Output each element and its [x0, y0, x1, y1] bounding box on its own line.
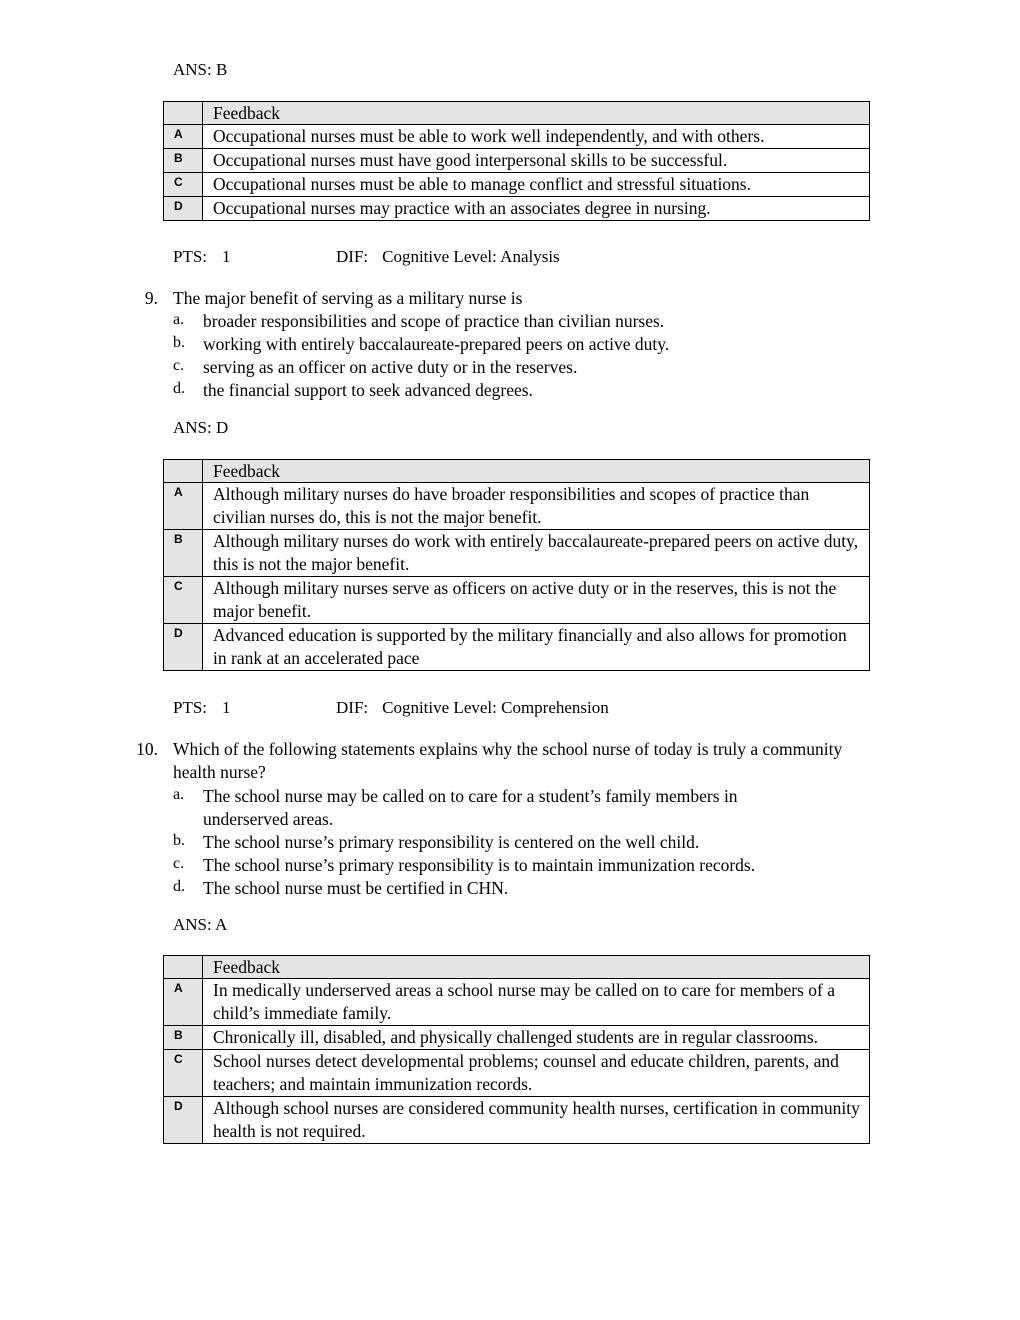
feedback-text: Occupational nurses may practice with an associates degree in nursing.: [203, 197, 870, 221]
feedback-key: A: [164, 125, 203, 149]
feedback-header-row: [164, 460, 870, 483]
feedback-header-row: [164, 102, 870, 125]
feedback-key: C: [164, 577, 203, 624]
feedback-key: D: [164, 624, 203, 671]
feedback-key: D: [164, 1097, 203, 1144]
points-label: PTS:: [173, 698, 208, 717]
feedback-text: Although military nurses serve as officers on active duty or in the reserves, this is not the major benefit.: [203, 577, 870, 624]
feedback-row: [164, 624, 870, 671]
feedback-row: [164, 979, 870, 1026]
points-value: 1: [222, 247, 231, 266]
option-letter: d.: [173, 380, 185, 397]
option-letter: d.: [173, 878, 185, 895]
feedback-text: Although military nurses do have broader responsibilities and scopes of practice than civilian nurses do, this is not the major benefit.: [203, 483, 870, 530]
feedback-table: [163, 459, 870, 671]
option-text: broader responsibilities and scope of practice than civilian nurses.: [203, 311, 665, 331]
feedback-row: [164, 483, 870, 530]
answer-line: ANS: D: [173, 418, 229, 437]
feedback-text: In medically underserved areas a school nurse may be called on to care for members of a child’s immediate family.: [203, 979, 870, 1026]
feedback-key: D: [164, 197, 203, 221]
feedback-key: C: [164, 1050, 203, 1097]
question-number: 10.: [136, 739, 158, 759]
option-text: serving as an officer on active duty or in the reserves.: [203, 357, 578, 377]
feedback-row: [164, 173, 870, 197]
feedback-text: School nurses detect developmental problems; counsel and educate children, parents, and teachers; and maintain immunization records.: [203, 1050, 870, 1097]
feedback-header: Feedback: [203, 460, 870, 483]
difficulty-label: DIF:: [336, 247, 369, 266]
feedback-row: [164, 197, 870, 221]
answer-line: ANS: A: [173, 915, 228, 934]
option-letter: c.: [173, 357, 185, 374]
option-text: The school nurse may be called on to care for a student’s family members in underserved areas.: [203, 786, 738, 829]
feedback-key-header: [164, 460, 203, 483]
question-stem: Which of the following statements explains why the school nurse of today is truly a community health nurse?: [173, 739, 843, 782]
feedback-key: A: [164, 483, 203, 530]
option-letter: b.: [173, 334, 185, 351]
option-text: the financial support to seek advanced degrees.: [203, 380, 533, 400]
answer-line: ANS: B: [173, 60, 228, 79]
feedback-text: Although military nurses do work with entirely baccalaureate-prepared peers on active duty, this is not the major benefit.: [203, 530, 870, 577]
feedback-key-header: [164, 102, 203, 125]
option-text: working with entirely baccalaureate-prepared peers on active duty.: [203, 334, 670, 354]
feedback-table: [163, 955, 870, 1144]
feedback-row: [164, 149, 870, 173]
feedback-key: A: [164, 979, 203, 1026]
feedback-row: [164, 1097, 870, 1144]
feedback-row: [164, 530, 870, 577]
option-letter: b.: [173, 832, 185, 849]
option-text: The school nurse must be certified in CHN.: [203, 878, 509, 898]
feedback-row: [164, 125, 870, 149]
points-difficulty-line: [173, 698, 609, 718]
feedback-text: Occupational nurses must be able to work well independently, and with others.: [203, 125, 870, 149]
option-text: The school nurse’s primary responsibility is to maintain immunization records.: [203, 855, 756, 875]
option-letter: c.: [173, 855, 185, 872]
points-value: 1: [222, 698, 231, 717]
points-label: PTS:: [173, 247, 208, 266]
difficulty-value: Cognitive Level: Analysis: [382, 247, 560, 266]
question-stem: The major benefit of serving as a military nurse is: [173, 288, 523, 308]
feedback-text: Although school nurses are considered community health nurses, certification in community health is not required.: [203, 1097, 870, 1144]
feedback-header: Feedback: [203, 956, 870, 979]
feedback-key: B: [164, 1026, 203, 1050]
feedback-table: [163, 101, 870, 221]
feedback-key: B: [164, 530, 203, 577]
difficulty-value: Cognitive Level: Comprehension: [382, 698, 609, 717]
option-letter: a.: [173, 311, 185, 328]
feedback-header-row: [164, 956, 870, 979]
feedback-row: [164, 1050, 870, 1097]
feedback-row: [164, 1026, 870, 1050]
option-text: The school nurse’s primary responsibility is centered on the well child.: [203, 832, 700, 852]
option-letter: a.: [173, 786, 185, 803]
feedback-key: B: [164, 149, 203, 173]
points-difficulty-line: [173, 247, 560, 267]
question-number: 9.: [144, 288, 158, 308]
difficulty-label: DIF:: [336, 698, 369, 717]
feedback-header: Feedback: [203, 102, 870, 125]
feedback-text: Occupational nurses must have good interpersonal skills to be successful.: [203, 149, 870, 173]
feedback-row: [164, 577, 870, 624]
feedback-key: C: [164, 173, 203, 197]
feedback-text: Advanced education is supported by the military financially and also allows for promotion in rank at an accelerated pace: [203, 624, 870, 671]
feedback-text: Occupational nurses must be able to manage conflict and stressful situations.: [203, 173, 870, 197]
feedback-key-header: [164, 956, 203, 979]
feedback-text: Chronically ill, disabled, and physically challenged students are in regular classrooms.: [203, 1026, 870, 1050]
